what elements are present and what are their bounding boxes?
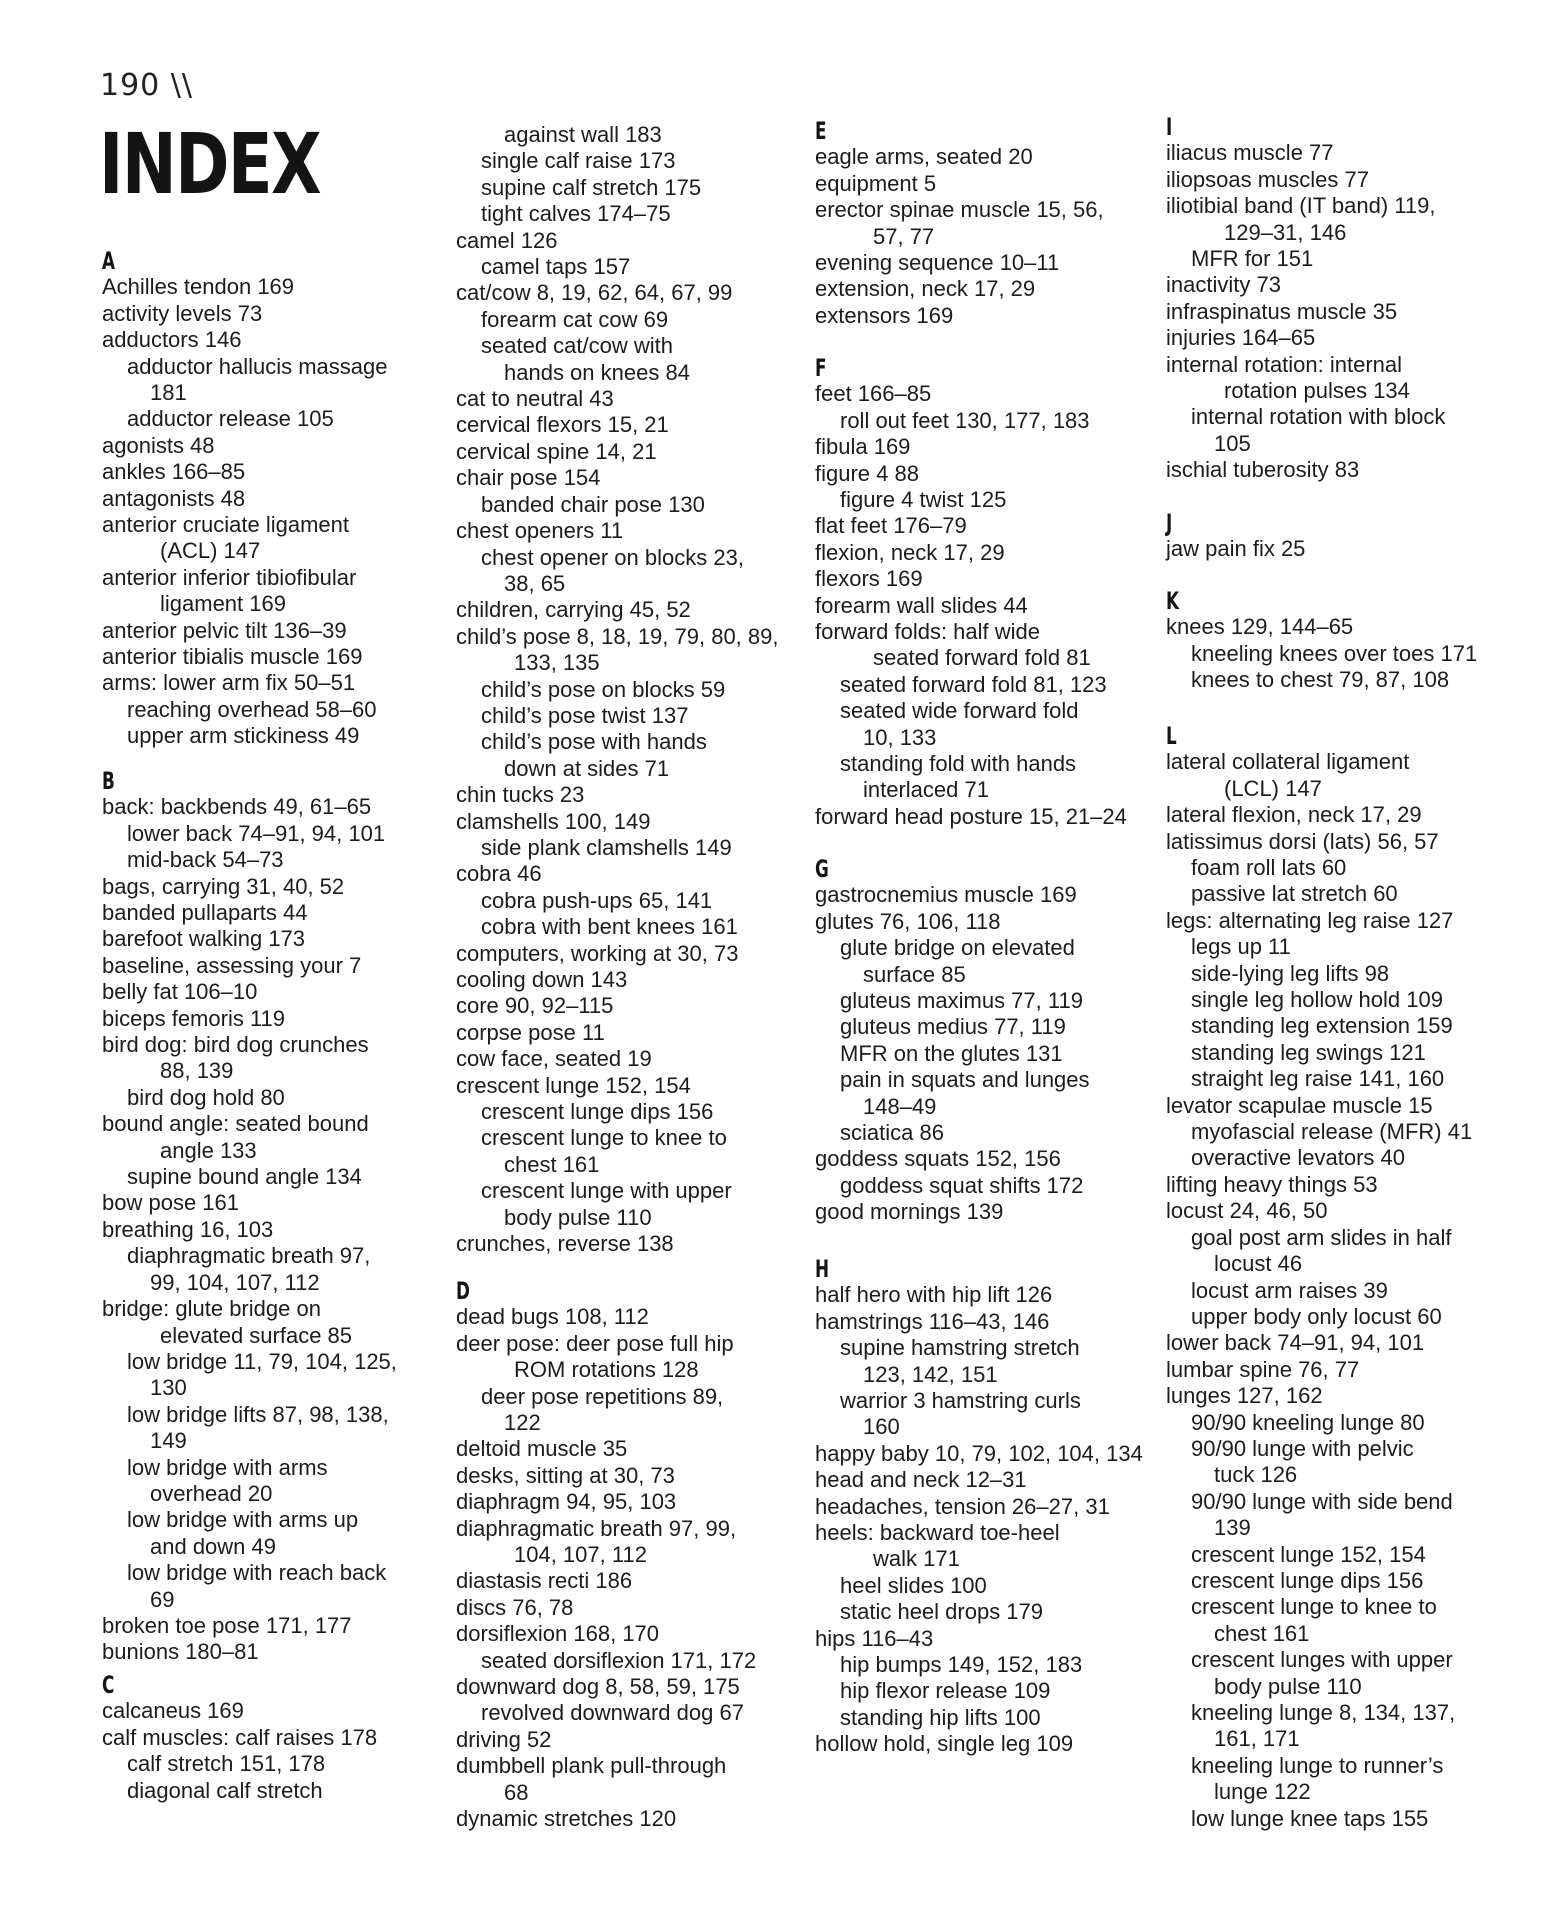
index-subentry: kneeling lunge to runner’s <box>1191 1752 1444 1778</box>
index-entry: legs: alternating leg raise 127 <box>1166 907 1454 933</box>
index-subentry: warrior 3 hamstring curls <box>840 1388 1081 1414</box>
index-subentry: body pulse 110 <box>1214 1673 1362 1699</box>
index-entry: iliotibial band (IT band) 119, <box>1166 193 1436 219</box>
index-subentry: hip bumps 149, 152, 183 <box>840 1652 1083 1678</box>
index-entry: extension, neck 17, 29 <box>815 276 1036 302</box>
index-subentry: chest 161 <box>1214 1620 1310 1646</box>
index-subentry: seated dorsiflexion 171, 172 <box>481 1647 757 1673</box>
section-letter: G <box>815 855 829 883</box>
index-entry: equipment 5 <box>815 170 937 196</box>
index-entry: figure 4 88 <box>815 460 919 486</box>
index-entry: chair pose 154 <box>456 465 601 491</box>
index-subentry: gluteus medius 77, 119 <box>840 1014 1066 1040</box>
index-entry: deltoid muscle 35 <box>456 1436 628 1462</box>
section-letter: C <box>102 1671 115 1699</box>
index-entry: latissimus dorsi (lats) 56, 57 <box>1166 828 1439 854</box>
index-subentry: locust 46 <box>1214 1251 1303 1277</box>
index-subentry: interlaced 71 <box>863 777 989 803</box>
index-entry: evening sequence 10–11 <box>815 250 1060 276</box>
index-entry: dumbbell plank pull-through <box>456 1753 727 1779</box>
index-subentry: crescent lunge 152, 154 <box>1191 1541 1426 1567</box>
index-entry: knees 129, 144–65 <box>1166 614 1354 640</box>
index-subentry: 104, 107, 112 <box>514 1542 647 1568</box>
index-section <box>1166 723 1521 1832</box>
index-subentry: 161, 171 <box>1214 1726 1300 1752</box>
index-entry: hamstrings 116–43, 146 <box>815 1308 1050 1334</box>
index-subentry: crescent lunge to knee to <box>1191 1594 1437 1620</box>
index-subentry: 130 <box>150 1375 187 1401</box>
index-section <box>102 1672 457 1804</box>
index-subentry: walk 171 <box>873 1546 960 1572</box>
index-entry: half hero with hip lift 126 <box>815 1282 1053 1308</box>
index-entry: ischial tuberosity 83 <box>1166 457 1360 483</box>
index-entry: anterior pelvic tilt 136–39 <box>102 617 347 643</box>
section-letter: A <box>102 247 116 275</box>
index-subentry: goal post arm slides in half <box>1191 1224 1452 1250</box>
index-subentry: 90/90 kneeling lunge 80 <box>1191 1409 1425 1435</box>
index-subentry: camel taps 157 <box>481 254 631 280</box>
index-entry: diastasis recti 186 <box>456 1568 633 1594</box>
index-subentry: angle 133 <box>160 1137 257 1163</box>
index-subentry: foam roll lats 60 <box>1191 855 1347 881</box>
index-subentry: figure 4 twist 125 <box>840 487 1007 513</box>
index-entry: chest openers 11 <box>456 518 624 544</box>
index-entry: desks, sitting at 30, 73 <box>456 1462 675 1488</box>
index-subentry: crescent lunge with upper <box>481 1178 732 1204</box>
index-subentry: lunge 122 <box>1214 1779 1311 1805</box>
index-entry: activity levels 73 <box>102 300 263 326</box>
index-subentry: side plank clamshells 149 <box>481 834 732 860</box>
index-entry: child’s pose 8, 18, 19, 79, 80, 89, <box>456 623 779 649</box>
index-entry: iliacus muscle 77 <box>1166 140 1334 166</box>
section-letter: F <box>815 354 827 382</box>
index-subentry: overactive levators 40 <box>1191 1145 1405 1171</box>
index-subentry: and down 49 <box>150 1533 276 1559</box>
index-section <box>102 248 457 750</box>
index-entry: cooling down 143 <box>456 967 628 992</box>
index-entry: injuries 164–65 <box>1166 325 1316 351</box>
index-section <box>456 1278 811 1833</box>
index-entry: gastrocnemius muscle 169 <box>815 882 1077 908</box>
index-subentry: overhead 20 <box>150 1480 273 1506</box>
index-subentry: standing leg extension 159 <box>1191 1013 1453 1039</box>
index-subentry: internal rotation with block <box>1191 404 1446 430</box>
index-entry: belly fat 106–10 <box>102 979 258 1005</box>
index-subentry: heel slides 100 <box>840 1572 987 1598</box>
index-subentry: child’s pose with hands <box>481 729 707 755</box>
index-subentry: 129–31, 146 <box>1224 219 1347 245</box>
index-subentry: kneeling knees over toes 171 <box>1191 640 1478 666</box>
index-subentry: banded chair pose 130 <box>481 491 705 517</box>
index-section <box>456 122 811 1257</box>
index-subentry: sciatica 86 <box>840 1120 944 1146</box>
index-entry: happy baby 10, 79, 102, 104, 134 <box>815 1440 1143 1466</box>
index-section <box>815 1256 1170 1758</box>
index-subentry: standing hip lifts 100 <box>840 1704 1041 1730</box>
index-entry: diaphragmatic breath 97, 99, <box>456 1515 737 1541</box>
section-letter: D <box>456 1277 470 1305</box>
index-subentry: hip flexor release 109 <box>840 1678 1051 1704</box>
index-subentry: down at sides 71 <box>504 755 670 781</box>
index-entry: anterior cruciate ligament <box>102 512 350 538</box>
index-entry: bow pose 161 <box>102 1190 239 1216</box>
index-subentry: 38, 65 <box>504 570 566 596</box>
index-subentry: adductor hallucis massage <box>127 353 388 379</box>
index-subentry: upper arm stickiness 49 <box>127 723 360 749</box>
section-letter: I <box>1166 113 1173 141</box>
index-entry: levator scapulae muscle 15 <box>1166 1092 1433 1118</box>
index-subentry: 160 <box>863 1414 900 1440</box>
index-entry: calf muscles: calf raises 178 <box>102 1724 378 1750</box>
index-subentry: chest opener on blocks 23, <box>481 544 744 570</box>
index-subentry: crescent lunge dips 156 <box>481 1099 714 1125</box>
index-entry: Achilles tendon 169 <box>102 274 295 300</box>
index-subentry: lower back 74–91, 94, 101 <box>127 820 386 846</box>
section-letter: J <box>1166 509 1173 537</box>
index-subentry: goddess squat shifts 172 <box>840 1172 1084 1198</box>
index-subentry: low lunge knee taps 155 <box>1191 1805 1429 1831</box>
index-entry: crescent lunge 152, 154 <box>456 1072 691 1098</box>
index-entry: lower back 74–91, 94, 101 <box>1166 1330 1425 1356</box>
index-subentry: 105 <box>1214 430 1251 456</box>
index-subentry: static heel drops 179 <box>840 1599 1044 1625</box>
index-entry: flat feet 176–79 <box>815 513 967 539</box>
index-entry: lateral collateral ligament <box>1166 749 1410 775</box>
index-subentry: cobra push-ups 65, 141 <box>481 887 713 913</box>
index-entry: arms: lower arm fix 50–51 <box>102 670 356 696</box>
index-entry: anterior inferior tibiofibular <box>102 564 357 590</box>
index-subentry: seated forward fold 81, 123 <box>840 671 1107 697</box>
index-entry: clamshells 100, 149 <box>456 808 651 834</box>
index-entry: dynamic stretches 120 <box>456 1806 677 1832</box>
index-entry: forward head posture 15, 21–24 <box>815 803 1127 829</box>
index-subentry: low bridge with arms up <box>127 1507 359 1533</box>
index-entry: dead bugs 108, 112 <box>456 1304 649 1330</box>
index-subentry: 122 <box>504 1410 541 1436</box>
index-subentry: cobra with bent knees 161 <box>481 914 738 940</box>
index-subentry: 148–49 <box>863 1093 937 1119</box>
index-subentry: body pulse 110 <box>504 1204 652 1230</box>
index-subentry: tuck 126 <box>1214 1462 1298 1488</box>
index-subentry: legs up 11 <box>1191 934 1291 960</box>
index-subentry: 99, 104, 107, 112 <box>150 1269 320 1295</box>
index-subentry: 90/90 lunge with pelvic <box>1191 1435 1414 1461</box>
index-subentry: 68 <box>504 1779 529 1805</box>
index-subentry: upper body only locust 60 <box>1191 1303 1442 1329</box>
index-subentry: rotation pulses 134 <box>1224 378 1410 404</box>
index-entry: bags, carrying 31, 40, 52 <box>102 873 345 899</box>
index-entry: broken toe pose 171, 177 <box>102 1612 352 1638</box>
index-subentry: seated wide forward fold <box>840 698 1079 724</box>
index-subentry: tight calves 174–75 <box>481 201 671 227</box>
index-entry: dorsiflexion 168, 170 <box>456 1621 660 1647</box>
index-entry: cervical spine 14, 21 <box>456 438 657 464</box>
index-entry: barefoot walking 173 <box>102 926 306 952</box>
index-entry: heels: backward toe-heel <box>815 1520 1060 1546</box>
index-subentry: diagonal calf stretch <box>127 1777 323 1803</box>
index-entry: core 90, 92–115 <box>456 993 614 1019</box>
index-entry: head and neck 12–31 <box>815 1467 1027 1493</box>
index-subentry: locust arm raises 39 <box>1191 1277 1388 1303</box>
index-entry: jaw pain fix 25 <box>1166 536 1306 562</box>
page-title: INDEX <box>99 115 321 213</box>
index-subentry: standing leg swings 121 <box>1191 1039 1426 1065</box>
index-subentry: myofascial release (MFR) 41 <box>1191 1119 1473 1145</box>
index-entry: antagonists 48 <box>102 485 246 511</box>
index-entry: flexion, neck 17, 29 <box>815 539 1005 565</box>
index-entry: eagle arms, seated 20 <box>815 144 1033 170</box>
index-entry: feet 166–85 <box>815 381 932 407</box>
index-entry: adductors 146 <box>102 327 242 353</box>
section-letter: E <box>815 117 827 145</box>
index-entry: goddess squats 152, 156 <box>815 1146 1061 1172</box>
index-subentry: crescent lunge dips 156 <box>1191 1567 1424 1593</box>
index-subentry: 133, 135 <box>514 650 600 676</box>
index-entry: erector spinae muscle 15, 56, <box>815 197 1104 223</box>
index-subentry: 149 <box>150 1428 187 1454</box>
index-entry: forward folds: half wide <box>815 619 1040 645</box>
index-entry: forearm wall slides 44 <box>815 592 1028 618</box>
index-subentry: crescent lunge to knee to <box>481 1125 727 1151</box>
index-entry: camel 126 <box>456 227 558 253</box>
index-entry: discs 76, 78 <box>456 1594 574 1620</box>
index-entry: chin tucks 23 <box>456 782 585 808</box>
index-entry: lunges 127, 162 <box>1166 1383 1323 1409</box>
index-subentry: 69 <box>150 1586 175 1612</box>
index-subentry: supine hamstring stretch <box>840 1335 1080 1361</box>
index-entry: flexors 169 <box>815 566 923 592</box>
index-subentry: single calf raise 173 <box>481 148 676 174</box>
index-subentry: mid-back 54–73 <box>127 847 284 873</box>
index-subentry: chest 161 <box>504 1151 600 1177</box>
index-subentry: 10, 133 <box>863 724 937 750</box>
index-subentry: seated forward fold 81 <box>873 645 1091 671</box>
index-section <box>1166 588 1521 694</box>
index-entry: corpse pose 11 <box>456 1019 605 1045</box>
index-subentry: adductor release 105 <box>127 406 334 432</box>
index-subentry: hands on knees 84 <box>504 359 690 385</box>
index-entry: fibula 169 <box>815 434 911 460</box>
index-entry: headaches, tension 26–27, 31 <box>815 1493 1110 1519</box>
index-subentry: glute bridge on elevated <box>840 935 1075 961</box>
index-entry: cat to neutral 43 <box>456 386 614 412</box>
index-section <box>815 355 1170 830</box>
index-entry: cow face, seated 19 <box>456 1046 652 1072</box>
index-section <box>815 118 1170 329</box>
index-subentry: deer pose repetitions 89, <box>481 1383 724 1409</box>
index-entry: hollow hold, single leg 109 <box>815 1731 1074 1757</box>
index-entry: children, carrying 45, 52 <box>456 597 691 623</box>
index-subentry: surface 85 <box>863 961 966 987</box>
index-entry: baseline, assessing your 7 <box>102 952 362 978</box>
index-entry: bridge: glute bridge on <box>102 1296 321 1322</box>
index-subentry: against wall 183 <box>504 122 662 147</box>
index-subentry: 57, 77 <box>873 223 935 249</box>
index-subentry: (LCL) 147 <box>1224 775 1322 801</box>
index-entry: locust 24, 46, 50 <box>1166 1198 1328 1224</box>
index-subentry: straight leg raise 141, 160 <box>1191 1066 1445 1092</box>
index-subentry: elevated surface 85 <box>160 1322 353 1348</box>
section-letter: K <box>1166 587 1180 615</box>
page-number: 190 \\ <box>100 68 194 103</box>
index-entry: bound angle: seated bound <box>102 1111 369 1137</box>
index-subentry: ligament 169 <box>160 591 286 617</box>
index-entry: cervical flexors 15, 21 <box>456 412 669 438</box>
index-entry: bird dog: bird dog crunches <box>102 1032 369 1058</box>
index-subentry: forearm cat cow 69 <box>481 306 669 332</box>
index-subentry: supine bound angle 134 <box>127 1164 362 1190</box>
index-subentry: 88, 139 <box>160 1058 234 1084</box>
index-subentry: supine calf stretch 175 <box>481 174 702 200</box>
index-subentry: child’s pose on blocks 59 <box>481 676 726 702</box>
index-entry: bunions 180–81 <box>102 1639 259 1665</box>
index-entry: biceps femoris 119 <box>102 1005 286 1031</box>
index-section <box>1166 510 1521 563</box>
index-subentry: low bridge with reach back <box>127 1560 387 1586</box>
index-entry: agonists 48 <box>102 432 215 458</box>
index-subentry: revolved downward dog 67 <box>481 1700 744 1726</box>
index-subentry: pain in squats and lunges <box>840 1067 1090 1093</box>
index-entry: ankles 166–85 <box>102 459 246 485</box>
index-entry: lifting heavy things 53 <box>1166 1171 1378 1197</box>
index-entry: driving 52 <box>456 1726 552 1752</box>
index-entry: inactivity 73 <box>1166 272 1281 298</box>
index-entry: computers, working at 30, 73 <box>456 940 739 966</box>
index-subentry: ROM rotations 128 <box>514 1357 699 1383</box>
index-subentry: side-lying leg lifts 98 <box>1191 960 1390 986</box>
index-entry: deer pose: deer pose full hip <box>456 1330 734 1356</box>
index-entry: crunches, reverse 138 <box>456 1231 674 1257</box>
index-entry: back: backbends 49, 61–65 <box>102 794 372 820</box>
section-letter: L <box>1166 722 1177 750</box>
index-subentry: MFR on the glutes 131 <box>840 1040 1063 1066</box>
index-subentry: crescent lunges with upper <box>1191 1647 1453 1673</box>
section-letter: H <box>815 1255 830 1283</box>
index-subentry: low bridge lifts 87, 98, 138, <box>127 1401 389 1427</box>
index-entry: extensors 169 <box>815 302 954 328</box>
index-entry: calcaneus 169 <box>102 1698 244 1724</box>
index-section <box>815 856 1170 1226</box>
index-entry: iliopsoas muscles 77 <box>1166 166 1369 192</box>
index-subentry: passive lat stretch 60 <box>1191 881 1398 907</box>
index-entry: lateral flexion, neck 17, 29 <box>1166 802 1422 828</box>
section-letter: B <box>102 767 115 795</box>
index-subentry: roll out feet 130, 177, 183 <box>840 407 1090 433</box>
index-subentry: calf stretch 151, 178 <box>127 1751 326 1777</box>
index-subentry: 139 <box>1214 1515 1251 1541</box>
index-entry: hips 116–43 <box>815 1625 934 1651</box>
index-entry: lumbar spine 76, 77 <box>1166 1356 1360 1382</box>
index-entry: anterior tibialis muscle 169 <box>102 644 363 670</box>
index-subentry: low bridge 11, 79, 104, 125, <box>127 1348 397 1374</box>
index-subentry: (ACL) 147 <box>160 538 261 564</box>
index-entry: internal rotation: internal <box>1166 351 1403 377</box>
index-entry: good mornings 139 <box>815 1199 1004 1225</box>
index-entry: cat/cow 8, 19, 62, 64, 67, 99 <box>456 280 733 306</box>
index-subentry: 181 <box>150 380 187 406</box>
index-subentry: 90/90 lunge with side bend <box>1191 1488 1453 1514</box>
index-subentry: child’s pose twist 137 <box>481 702 689 728</box>
index-entry: banded pullaparts 44 <box>102 900 308 926</box>
index-entry: cobra 46 <box>456 861 542 887</box>
index-entry: glutes 76, 106, 118 <box>815 908 1001 934</box>
index-subentry: diaphragmatic breath 97, <box>127 1243 371 1269</box>
index-subentry: single leg hollow hold 109 <box>1191 987 1443 1013</box>
index-entry: infraspinatus muscle 35 <box>1166 298 1398 324</box>
index-subentry: knees to chest 79, 87, 108 <box>1191 667 1450 693</box>
index-entry: downward dog 8, 58, 59, 175 <box>456 1674 740 1700</box>
index-entry: breathing 16, 103 <box>102 1216 274 1242</box>
index-subentry: MFR for 151 <box>1191 246 1314 272</box>
index-section <box>1166 114 1521 484</box>
index-subentry: standing fold with hands <box>840 751 1077 777</box>
index-subentry: low bridge with arms <box>127 1454 328 1480</box>
index-subentry: reaching overhead 58–60 <box>127 696 377 722</box>
index-subentry: seated cat/cow with <box>481 333 673 359</box>
index-subentry: gluteus maximus 77, 119 <box>840 988 1083 1014</box>
index-entry: diaphragm 94, 95, 103 <box>456 1489 677 1515</box>
index-section <box>102 768 457 1666</box>
index-subentry: bird dog hold 80 <box>127 1084 285 1110</box>
index-subentry: kneeling lunge 8, 134, 137, <box>1191 1700 1456 1726</box>
index-subentry: 123, 142, 151 <box>863 1361 998 1387</box>
